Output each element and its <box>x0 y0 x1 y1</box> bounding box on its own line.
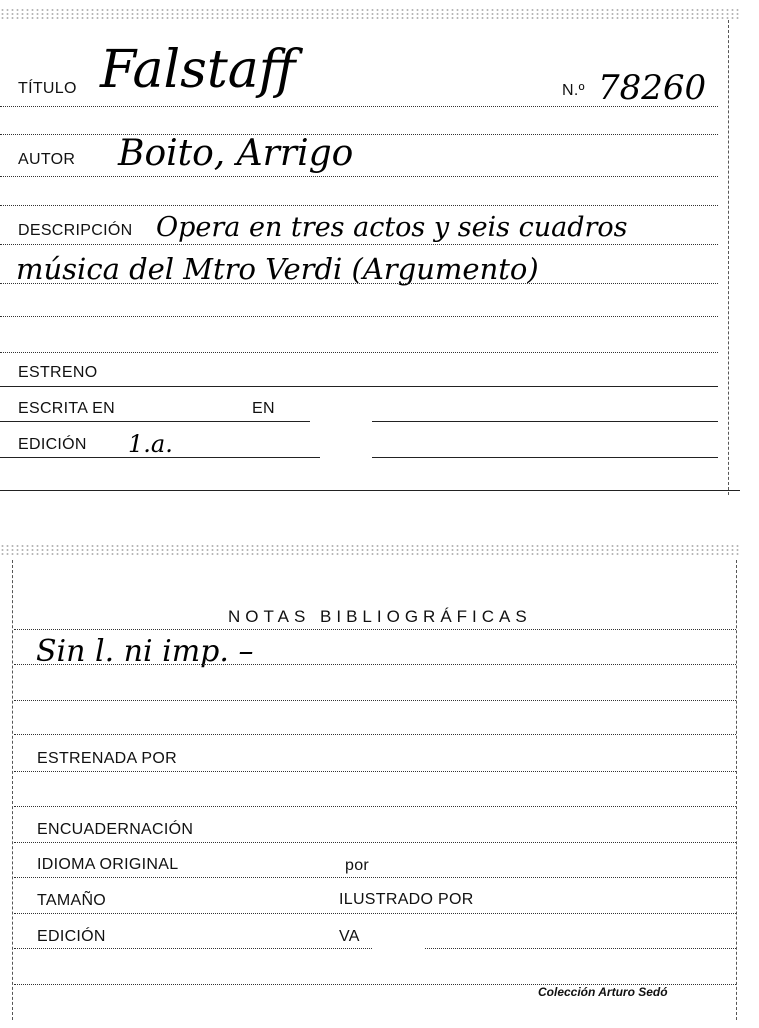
rule <box>14 700 736 701</box>
titulo-rule <box>0 106 718 107</box>
collection-credit: Colección Arturo Sedó <box>538 985 668 999</box>
edicion-label-back: EDICIÓN <box>37 928 106 945</box>
card-bottom-edge <box>0 490 740 491</box>
descripcion-rule <box>0 244 718 245</box>
tamano-label: TAMAÑO <box>37 892 107 909</box>
encuadernacion-rule <box>14 842 736 843</box>
card-top-edge <box>0 544 740 556</box>
card-top-edge <box>0 8 740 20</box>
rule <box>0 352 718 353</box>
descripcion-label: DESCRIPCIÓN <box>18 222 133 239</box>
card-right-border <box>728 20 729 495</box>
notas-rule <box>14 664 736 665</box>
tamano-rule <box>14 913 736 914</box>
encuadernacion-label: ENCUADERNACIÓN <box>37 821 194 838</box>
edicion-value: 1.a. <box>128 430 173 458</box>
edicion-rule-left <box>0 457 320 458</box>
idioma-rule <box>14 877 736 878</box>
catalog-card-back <box>0 540 740 1020</box>
escrita-rule-left <box>0 421 310 422</box>
titulo-label: TÍTULO <box>18 80 77 97</box>
card-left-border <box>12 560 13 1020</box>
descripcion-line-2: música del Mtro Verdi (Argumento) <box>16 252 539 286</box>
catalog-card-front <box>0 0 740 495</box>
rule <box>14 734 736 735</box>
por-label: por <box>345 857 370 874</box>
va-label: VA <box>339 928 360 945</box>
edicion-rule-right <box>372 457 718 458</box>
rule <box>14 629 736 630</box>
rule <box>0 205 718 206</box>
descripcion-line-1: Opera en tres actos y seis cuadros <box>156 212 628 243</box>
titulo-value: Falstaff <box>100 40 296 100</box>
edicion-label: EDICIÓN <box>18 436 87 453</box>
estrenada-label: ESTRENADA POR <box>37 750 177 767</box>
notas-value: Sin l. ni imp. – <box>36 634 254 669</box>
en-label: EN <box>252 400 275 417</box>
rule <box>14 806 736 807</box>
ilustrado-label: ILUSTRADO POR <box>339 891 474 908</box>
card-right-border <box>736 560 737 1020</box>
rule <box>0 134 718 135</box>
estreno-label: ESTRENO <box>18 364 98 381</box>
numero-value: 78260 <box>598 68 707 108</box>
idioma-label: IDIOMA ORIGINAL <box>37 856 179 873</box>
rule <box>0 316 718 317</box>
autor-label: AUTOR <box>18 151 76 168</box>
estrenada-rule <box>14 771 736 772</box>
autor-rule <box>0 176 718 177</box>
notas-heading: NOTAS BIBLIOGRÁFICAS <box>228 607 532 626</box>
numero-label: N.º <box>562 82 585 99</box>
escrita-rule-right <box>372 421 718 422</box>
estreno-rule <box>0 386 718 387</box>
autor-value: Boito, Arrigo <box>118 133 354 174</box>
escrita-en-label: ESCRITA EN <box>18 400 115 417</box>
rule <box>0 283 718 284</box>
